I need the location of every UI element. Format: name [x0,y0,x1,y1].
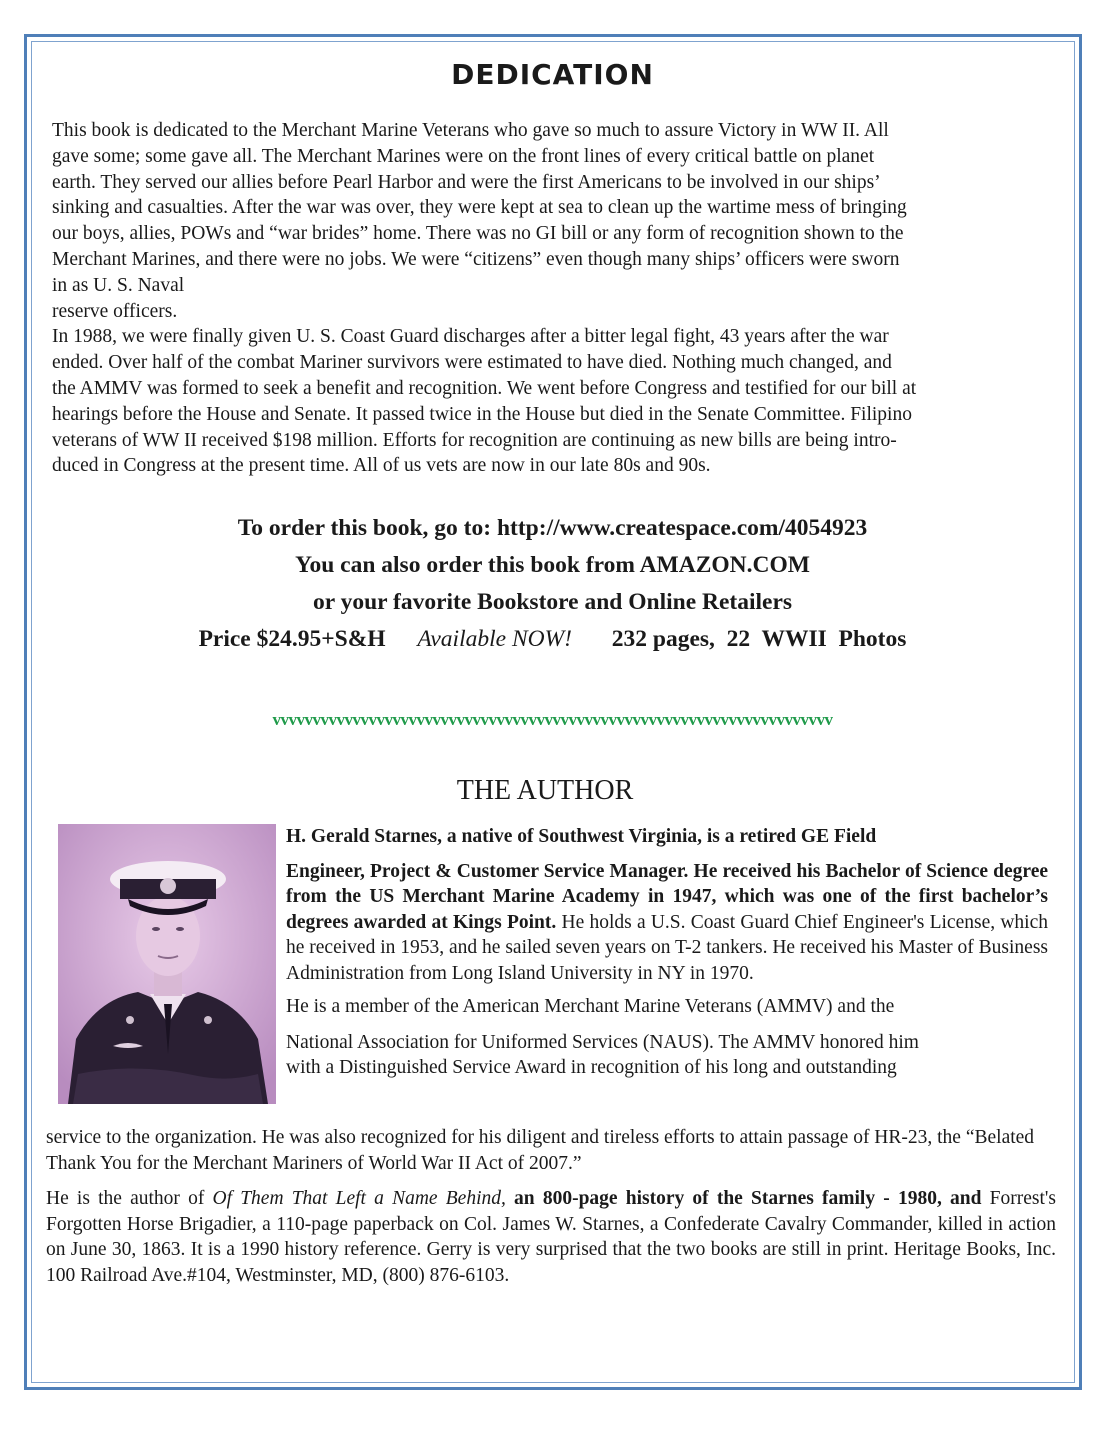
books-intro: He is the author of [46,1188,213,1209]
price-line [0,621,1105,658]
dedication-line: reserve officers. [52,300,178,322]
book-title-1: Of Them That Left a Name Behind, [212,1188,506,1209]
dedication-text [52,118,1062,479]
author-intro-line: H. Gerald Starnes, a native of Southwest Virginia, is a retired GE Field [286,826,877,847]
price: Price $24.95+S&H [198,626,386,652]
author-portrait-image [58,824,276,1104]
dedication-line: gave some; some gave all. The Merchant Marines were on the front lines of every critical battle on planet [52,145,875,167]
availability: Available NOW! [417,626,572,652]
dedication-line: our boys, allies, POWs and “war brides” home. There was no GI bill or any form of recognition shown to the [52,223,904,245]
order-url-line[interactable]: To order this book, go to: http://www.createspace.com/4054923 [237,515,868,541]
dedication-line: hearings before the House and Senate. It passed twice in the House but died in the Senate Committee. Filipino [52,403,912,425]
author-education-bold: Engineer, Project & Customer Service Manager. He received his Bachelor of Science degree from the US Merchant Marine Academy in 1947, which was one of the first bachelor’s degrees awarded at Kings Point. [286,860,1048,933]
author-books-paragraph [46,1186,1056,1288]
dedication-line: Merchant Marines, and there were no jobs. We were “citizens” even though many ships’ officers were sworn [52,248,900,270]
dedication-line: in as U. S. Naval [52,274,185,296]
author-membership-rest: service to the organization. He was also recognized for his diligent and tireless efforts to attain passage of HR-23, the “Belated Thank You for the Merchant Mariners of World War II Act of 2007.” [46,1127,1035,1174]
author-education-rest: He holds a U.S. Coast Guard Chief Engineer's License, which he received in 1953, and he sailed seven years on T-2 tankers. He received his Master of Business Administration from Long Island University in NY in 1970. [286,911,1048,984]
books-and: and [950,1188,982,1209]
dedication-line: In 1988, we were finally given U. S. Coast Guard discharges after a bitter legal fight, 43 years after the war [52,326,889,348]
dedication-line: ended. Over half of the combat Mariner survivors were estimated to have died. Nothing much changed, and [52,352,892,374]
dedication-title: DEDICATION [451,58,654,91]
author-bio-bottom [46,1125,1056,1288]
author-education-paragraph [286,859,1048,987]
book-desc-1: an 800-page history of the Starnes family - 1980, [505,1188,942,1209]
section-divider: vvvvvvvvvvvvvvvvvvvvvvvvvvvvvvvvvvvvvvvvvvvvvvvvvvvvvvvvvvvvvvvvvvvvvv [272,710,833,729]
author-membership-line: with a Distinguished Service Award in recognition of his long and outstanding [286,1057,897,1078]
order-info [0,510,1105,658]
dedication-line: the AMMV was formed to seek a benefit and recognition. We went before Congress and testified for our bill at [52,377,917,399]
dedication-line: This book is dedicated to the Merchant Marine Veterans who gave so much to assure Victory in WW II. All [52,120,889,141]
dedication-line: earth. They served our allies before Pearl Harbor and were the first Americans to be involved in our ships’ [52,171,881,193]
author-title: THE AUTHOR [456,775,634,806]
page-count: 232 pages, 22 WWII Photos [611,626,907,652]
author-membership-line: National Association for Uniformed Services (NAUS). The AMMV honored him [286,1031,919,1053]
author-bio-top [286,824,1048,1081]
order-amazon-line: You can also order this book from AMAZON.COM [295,552,810,578]
author-photo [58,824,276,1104]
dedication-line: duced in Congress at the present time. All of us vets are now in our late 80s and 90s. [52,455,711,477]
books-rest: Forrest's Forgotten Horse Brigadier, a 110-page paperback on Col. James W. Starnes, a Confederate Cavalry Commander, killed in action on June 30, 1863. It is a 1990 history reference. Gerry is very surprised that the two books are still in print. Heritage Books, Inc. 100 Railroad Ave.#104, Westminster, MD, (800) 876-6103. [46,1188,1056,1286]
order-retailers-line: or your favorite Bookstore and Online Retailers [312,589,793,615]
dedication-line: sinking and casualties. After the war was over, they were kept at sea to clean up the wartime mess of bringing [52,197,907,219]
dedication-line: veterans of WW II received $198 million. Efforts for recognition are continuing as new bills are being intro- [52,429,897,451]
author-membership-line: He is a member of the American Merchant Marine Veterans (AMMV) and the [286,996,895,1017]
